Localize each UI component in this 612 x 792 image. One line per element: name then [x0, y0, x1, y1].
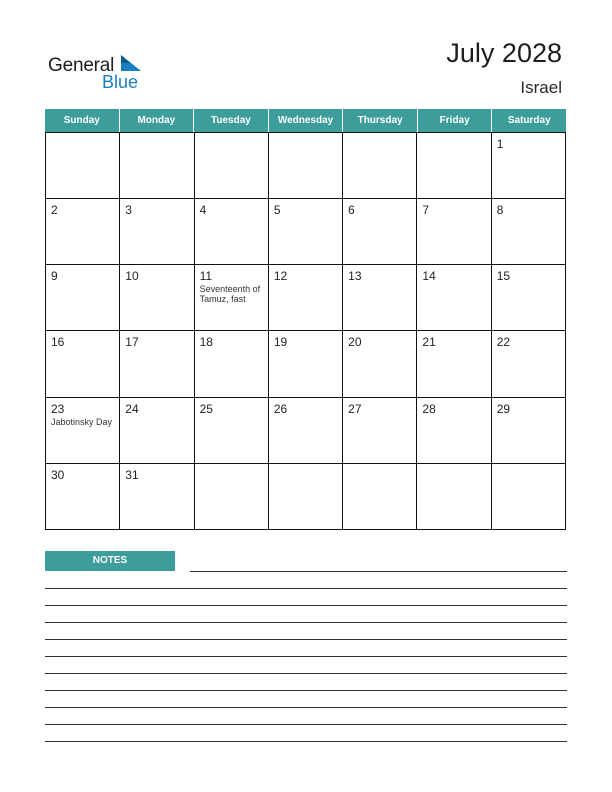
day-number: 20: [348, 335, 362, 350]
note-line: [45, 741, 567, 742]
note-line: [45, 707, 567, 708]
day-number: 12: [273, 269, 288, 284]
day-number: 24: [125, 401, 139, 416]
day-cell: [269, 133, 343, 199]
day-cell: [343, 398, 417, 464]
day-cell: [120, 464, 194, 530]
day-cell: [343, 199, 417, 265]
day-cell: [492, 398, 566, 464]
weekday-thursday: Thursday: [342, 109, 417, 132]
day-number: 13: [348, 269, 362, 284]
day-number: 26: [273, 401, 288, 416]
day-cell: [120, 331, 194, 397]
day-number: 3: [125, 203, 132, 218]
day-number: 2: [51, 203, 58, 218]
day-cell: [120, 133, 194, 199]
day-number: 6: [348, 203, 355, 218]
holiday-event: Jabotinsky Day: [51, 416, 113, 427]
day-cell: [492, 331, 566, 397]
day-cell: [343, 464, 417, 530]
day-cell: [195, 464, 269, 530]
day-cell: [195, 133, 269, 199]
weekday-friday: Friday: [417, 109, 492, 132]
calendar-grid: [45, 132, 566, 530]
day-number: 23: [51, 401, 65, 416]
day-number: 1: [496, 137, 504, 151]
day-cell: [195, 398, 269, 464]
day-cell: [492, 199, 566, 265]
day-cell: [269, 331, 343, 397]
note-line: [45, 673, 567, 674]
note-line: [45, 588, 567, 589]
day-number: 31: [125, 467, 139, 482]
day-number: 29: [496, 401, 511, 416]
day-number: 19: [273, 335, 288, 350]
day-cell: [417, 265, 491, 331]
note-line: [45, 622, 567, 623]
day-cell: [195, 331, 269, 397]
weekday-wednesday: Wednesday: [268, 109, 343, 132]
logo-triangle-icon: [120, 54, 142, 72]
day-cell: [343, 331, 417, 397]
note-line: [45, 639, 567, 640]
day-number: 16: [51, 335, 65, 350]
day-cell: [46, 199, 120, 265]
notes-label: NOTES: [45, 551, 175, 571]
day-number: 21: [422, 335, 436, 350]
day-number: 8: [496, 203, 504, 218]
day-cell: [269, 398, 343, 464]
weekday-header: [45, 109, 566, 132]
weekday-saturday: Saturday: [491, 109, 566, 132]
day-number: 22: [496, 335, 511, 350]
day-cell: [269, 199, 343, 265]
weekday-sunday: Sunday: [63, 115, 100, 126]
day-cell: [46, 133, 120, 199]
day-number: 27: [348, 401, 362, 416]
day-number: 30: [51, 467, 65, 482]
logo-word-general: General: [48, 55, 115, 76]
day-number: 4: [199, 203, 207, 218]
day-number: 10: [125, 269, 139, 284]
note-line: [45, 690, 567, 691]
day-cell: [195, 265, 269, 331]
day-cell: [492, 265, 566, 331]
day-cell: [343, 133, 417, 199]
day-cell: [417, 398, 491, 464]
day-number: 28: [422, 401, 436, 416]
calendar: [45, 109, 566, 530]
holiday-event: Seventeenth of Tamuz, fast: [199, 284, 261, 305]
calendar-country: Israel: [520, 78, 562, 97]
day-number: 5: [273, 203, 281, 218]
day-cell: [269, 464, 343, 530]
day-number: 18: [199, 335, 213, 350]
day-cell: [46, 265, 120, 331]
day-cell: [120, 199, 194, 265]
day-cell: [492, 464, 566, 530]
day-cell: [492, 133, 566, 199]
note-line: [45, 724, 567, 725]
day-cell: [46, 331, 120, 397]
day-number: 25: [199, 401, 213, 416]
brand-logo: [48, 52, 148, 92]
day-cell: [417, 199, 491, 265]
day-cell: [269, 265, 343, 331]
day-cell: [343, 265, 417, 331]
day-cell: [120, 398, 194, 464]
day-cell: [417, 331, 491, 397]
note-line: [45, 605, 567, 606]
day-number: 17: [125, 335, 139, 350]
day-number: 11: [199, 269, 213, 284]
day-number: 9: [51, 269, 58, 284]
day-number: 14: [422, 269, 436, 284]
weekday-tuesday: Tuesday: [193, 109, 268, 132]
day-cell: [46, 398, 120, 464]
calendar-title: July 2028: [446, 38, 562, 68]
note-line: [190, 571, 567, 572]
day-number: 7: [422, 203, 430, 218]
day-cell: [46, 464, 120, 530]
day-cell: [120, 265, 194, 331]
day-cell: [195, 199, 269, 265]
day-cell: [417, 133, 491, 199]
weekday-monday: Monday: [119, 109, 194, 132]
logo-word-blue: Blue: [102, 72, 139, 92]
day-cell: [417, 464, 491, 530]
day-number: 15: [496, 269, 511, 284]
note-line: [45, 656, 567, 657]
